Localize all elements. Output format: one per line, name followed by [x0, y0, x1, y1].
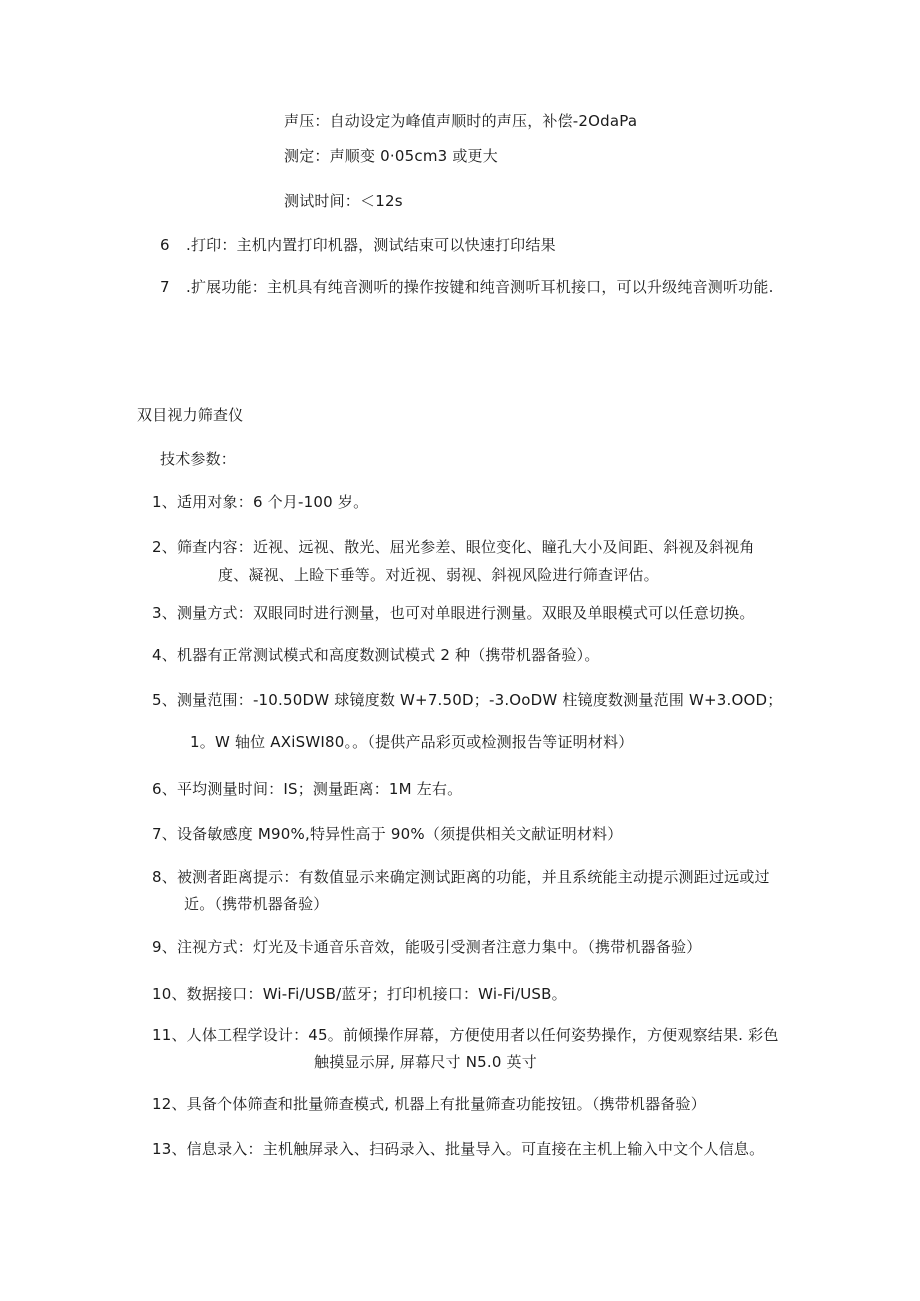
item-2: 2、筛查内容：近视、远视、散光、屈光参差、眼位变化、瞳孔大小及间距、斜视及斜视角 [152, 538, 755, 556]
item-6: 6、平均测量时间：IS；测量距离：1M 左右。 [152, 780, 463, 798]
item-8: 8、被测者距离提示：有数值显示来确定测试距离的功能，并且系统能主动提示测距过远或过 [152, 868, 770, 886]
item-11-continued: 触摸显示屏, 屏幕尺寸 N5.0 英寸 [314, 1053, 537, 1071]
section-subtitle: 技术参数： [160, 450, 237, 468]
section-title: 双目视力筛查仪 [137, 406, 244, 424]
feature-6-text: .打印：主机内置打印机器，测试结束可以快速打印结果 [186, 236, 556, 254]
item-4: 4、机器有正常测试模式和高度数测试模式 2 种（携带机器备验）。 [152, 646, 600, 664]
item-8-continued: 近。（携带机器备验） [184, 895, 329, 913]
item-2-continued: 度、凝视、上睑下垂等。对近视、弱视、斜视风险进行筛查评估。 [218, 566, 659, 584]
item-1: 1、适用对象：6 个月-100 岁。 [152, 493, 369, 511]
item-3: 3、测量方式：双眼同时进行测量，也可对单眼进行测量。双眼及单眼模式可以任意切换。 [152, 604, 755, 622]
param-test-time: 测试时间：＜12s [284, 192, 403, 210]
feature-6 [160, 234, 556, 256]
feature-7-number: 7 [160, 278, 170, 296]
param-measure: 测定：声顺变 0·05cm3 或更大 [284, 147, 498, 165]
param-pressure: 声压：自动设定为峰值声顺时的声压，补偿-2OdaPa [284, 112, 638, 130]
item-12: 12、具备个体筛查和批量筛查模式, 机器上有批量筛查功能按钮。（携带机器备验） [152, 1095, 706, 1113]
feature-7-text: .扩展功能：主机具有纯音测听的操作按键和纯音测听耳机接口，可以升级纯音测听功能. [186, 278, 774, 296]
item-11: 11、人体工程学设计：45。前倾操作屏幕，方便使用者以任何姿势操作，方便观察结果. 彩色 [152, 1026, 779, 1044]
item-5: 5、测量范围：-10.50DW 球镜度数 W+7.50D；-3.OoDW 柱镜度数测量范围 W+3.OOD； [152, 691, 783, 709]
item-10: 10、数据接口：Wi-Fi/USB/蓝牙；打印机接口：Wi-Fi/USB。 [152, 985, 567, 1003]
item-7: 7、设备敏感度 M90%,特异性高于 90%（须提供相关文献证明材料） [152, 825, 623, 843]
item-5-continued: 1。W 轴位 AXiSWI80。。（提供产品彩页或检测报告等证明材料） [190, 733, 634, 751]
feature-6-number: 6 [160, 236, 170, 254]
item-13: 13、信息录入：主机触屏录入、扫码录入、批量导入。可直接在主机上输入中文个人信息。 [152, 1140, 765, 1158]
item-9: 9、注视方式：灯光及卡通音乐音效，能吸引受测者注意力集中。（携带机器备验） [152, 938, 702, 956]
feature-7 [160, 276, 774, 298]
